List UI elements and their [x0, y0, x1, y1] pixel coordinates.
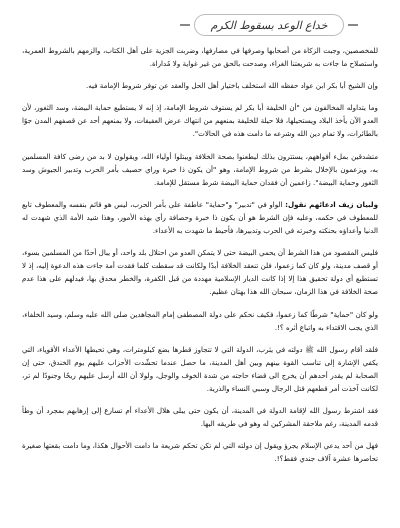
page-header [22, 10, 378, 38]
paragraph-8: فلقد أقام رسول الله ﷺ دولته في يثرب، الدولة التي لا تتجاوز قطرها بضع كيلومترات، وهي تحيطها الأعداء الأقوياء، التي يكفي الإشارة إلى تناسب القوة بينهم وبين أهل المدينة، ما حصل عندما تحشّدت الأحزاب عليهم يوم الخندق، حتى إن الصحابة لم يقدر أحدهم أن يخرج الى قضاء حاجته من شدة الخوف والوجل، ولولا أن الله أرسل عليهم ريحًا وجنودًا لم تر، لكانت آخذت أمر قطعهم قتل الرجال وسبي النساء والذرية. [22, 344, 378, 393]
paragraph-2: وإن الشيخ أبا بكر ابن عواد حفظه الله استخلف باختيار أهل الحل والعقد عن توفر شروط الإمامة فيه. [85, 81, 378, 91]
header-calligraphy-banner [194, 14, 344, 36]
paragraph-5-lead: ولبيان زيف ادعائهم نقول: [285, 199, 378, 209]
paragraph-5 [22, 198, 378, 237]
paragraph-9: فقد اشترط رسول الله لإقامة الدولة في المدينة، أن يكون حتى يبلى هلال الأعداء أم تسارع إلى إرهابهم بمجرد أن وطأ قدمه المدينة، رغم ملاحقة المشركين له وهو في طريقه اليها. [22, 406, 378, 429]
paragraph-3: وما يتداوله المخالفون من "أن الخليفة أبا بكر لم يستوف شروط الإمامة، إذ إنه لا يستطيع حماية البيضة، وسد الثغور، لأن العدو الآن يأخذ البلاد ويستحيلها، فلا حيلة للخليفة بمنعهم من انتهاك عرض العفيفات، ولا بمنعهم أحد عن قصفهم المدن جوًا بالطائرات، ولا تمام دين الله وشرعه ما دامت هذه في الحالات". [22, 103, 378, 139]
header-title: خداع الوعد بسقوط الكرم [210, 18, 328, 32]
paragraph-10: فهل من أحد يدعي الإسلام يجرؤ ويقول إن دولته التي لم تكن تحكم شريعة ما دامت الأحوال هكذا، وما دامت بقعتها صغيرة تحاصرها عشرة آلاف جندي فقط؟!. [22, 441, 378, 464]
paragraph-1: للمخصصين، وجبت الزكاة من أصحابها وصرفها في مصارفها، وضربت الجزية على أهل الكتاب، والزمهم بالشروط العمرية، واستصلاح ما جاءت به شريعتنا الغراء، وصدحت بالحق من غير غواية ولا مُداراة. [22, 46, 378, 69]
paragraph-5-text: الواو في "تدبير" و"حماية" عاطفة على بأمر الحرب، ليس هو قائم بنفسه والمعطوف تابع للمعطوف في حكمه، وعليه فإن الشرط هو أن يكون ذا خبرة وحصافة رأي بهذه الأمور، وهذا شيد الأمة الذي شهدت له الدنيا وأعداؤه بحنكته وخبرته في الحرب وتدبيرها، فأحيط ما شهدت به الأعداء. [22, 199, 378, 236]
paragraph-6: فليس المقصود من هذا الشرط أن يحمي البيضة حتى لا يتمكن العدو من احتلال بلد واحد، أو يبال أحدًا من المسلمين بسوء، أو قصف مدينة، ولو كان كما زعموا، فلن تنعقد الخلافة أبدًا ولكانت قد سقطت كلما فقدت أمة جاءت هذه الدعوة إليه، إذ لا تستطيع أي دولة تحقيق هذا إلا إذا كانت الديار الإسلامية مهددة من قبل الكفرة، والخطر محدق بها، فيدلهم على هذا عدم صحة الخلافة في هذا الزمان، سبحان الله هذا بهتان عظيم. [22, 248, 378, 297]
document-body [22, 44, 378, 465]
paragraph-7: ولو كان "حماية" شرطًا كما زعموا، فكيف نحكم على دولة المصطفى إمام المجاهدين صلى الله عليه وسلم، وسيد الخلفاء، الذي يجب الاقتداء به واتباع أثره ؟!. [22, 309, 378, 332]
paragraph-4: متشدقين بملء أفواههم، يستترون بذلك ليطعنوا بصحة الخلافة ويبتلوا أولياء الله، ويقولون لا بد من رضى كافة المسلمين به، ويزعمون بالإخلال بشرط من شروط الإمامة، وهو "أن يكون ذا خبرة وراي حصيف بأمر الحرب وتدبير الجيوش وسد الثغور وحماية البيضة". زاعمين أن فقدان حماية البيضة شرط مستقل للإمامة. [22, 151, 378, 187]
